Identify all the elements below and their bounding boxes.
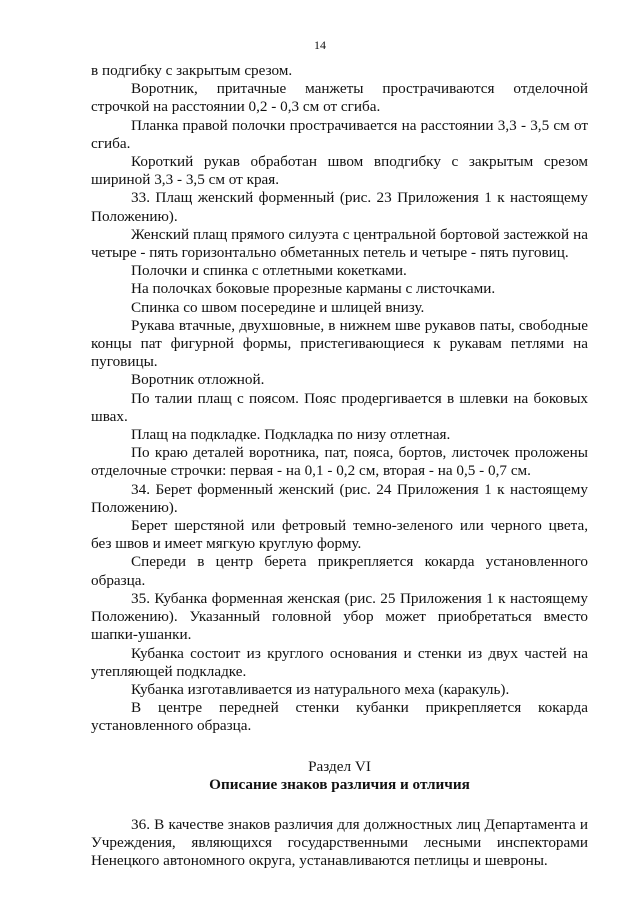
paragraph: 33. Плащ женский форменный (рис. 23 Приложения 1 к настоящему Положению).	[91, 189, 588, 225]
paragraph: Спинка со швом посередине и шлицей внизу.	[131, 298, 425, 316]
paragraph: Полочки и спинка с отлетными кокетками.	[131, 262, 407, 280]
section-title: Описание знаков различия и отличия	[209, 775, 470, 793]
section-heading: Раздел VI	[308, 757, 371, 775]
paragraph: Короткий рукав обработан швом вподгибку с закрытым срезом шириной 3,3 - 3,5 см от края.	[91, 153, 588, 189]
paragraph: 34. Берет форменный женский (рис. 24 Приложения 1 к настоящему Положению).	[91, 480, 588, 516]
paragraph: В центре передней стенки кубанки прикрепляется кокарда установленного образца.	[91, 699, 588, 735]
document-body	[91, 62, 588, 871]
paragraph: Кубанка состоит из круглого основания и стенки из двух частей на утепляющей подкладке.	[91, 644, 588, 680]
page-number: 14	[314, 38, 326, 52]
paragraph: По краю деталей воротника, пат, пояса, бортов, листочек проложены отделочные строчки: первая - на 0,1 - 0,2 см, вторая - на 0,5 - 0,7 см.	[91, 444, 588, 480]
paragraph: Воротник отложной.	[131, 371, 265, 389]
paragraph: Воротник, притачные манжеты прострачиваются отделочной строчкой на расстоянии 0,2 - 0,3 см от сгиба.	[91, 80, 588, 116]
paragraph: По талии плащ с поясом. Пояс продергивается в шлевки на боковых швах.	[91, 389, 588, 425]
paragraph: Берет шерстяной или фетровый темно-зеленого или черного цвета, без швов и имеет мягкую круглую форму.	[91, 517, 588, 553]
paragraph-list	[91, 62, 588, 736]
paragraph: в подгибку с закрытым срезом.	[91, 62, 293, 79]
final-paragraph-list	[91, 816, 588, 871]
paragraph: Рукава втачные, двухшовные, в нижнем шве рукавов паты, свободные концы пат фигурной формы, пристегивающиеся к рукавам петлями на пуговицы.	[91, 316, 588, 371]
paragraph: 36. В качестве знаков различия для должностных лиц Департамента и Учреждения, являющихся государственными лесными инспекторами Ненецкого автономного округа, устанавливаются петлицы и шевроны.	[91, 815, 588, 870]
paragraph: Спереди в центр берета прикрепляется кокарда установленного образца.	[91, 553, 588, 589]
paragraph: Планка правой полочки прострачивается на расстоянии 3,3 - 3,5 см от сгиба.	[91, 116, 588, 152]
paragraph: 35. Кубанка форменная женская (рис. 25 Приложения 1 к настоящему Положению). Указанный головной убор может приобретаться вместо шапки-ушанки.	[91, 589, 588, 644]
paragraph: Кубанка изготавливается из натурального меха (каракуль).	[131, 680, 510, 698]
paragraph: Плащ на подкладке. Подкладка по низу отлетная.	[131, 426, 451, 444]
paragraph: На полочках боковые прорезные карманы с листочками.	[131, 280, 496, 298]
paragraph: Женский плащ прямого силуэта с центральной бортовой застежкой на четыре - пять горизонтально обметанных петель и четыре - пять пуговиц.	[91, 225, 588, 262]
